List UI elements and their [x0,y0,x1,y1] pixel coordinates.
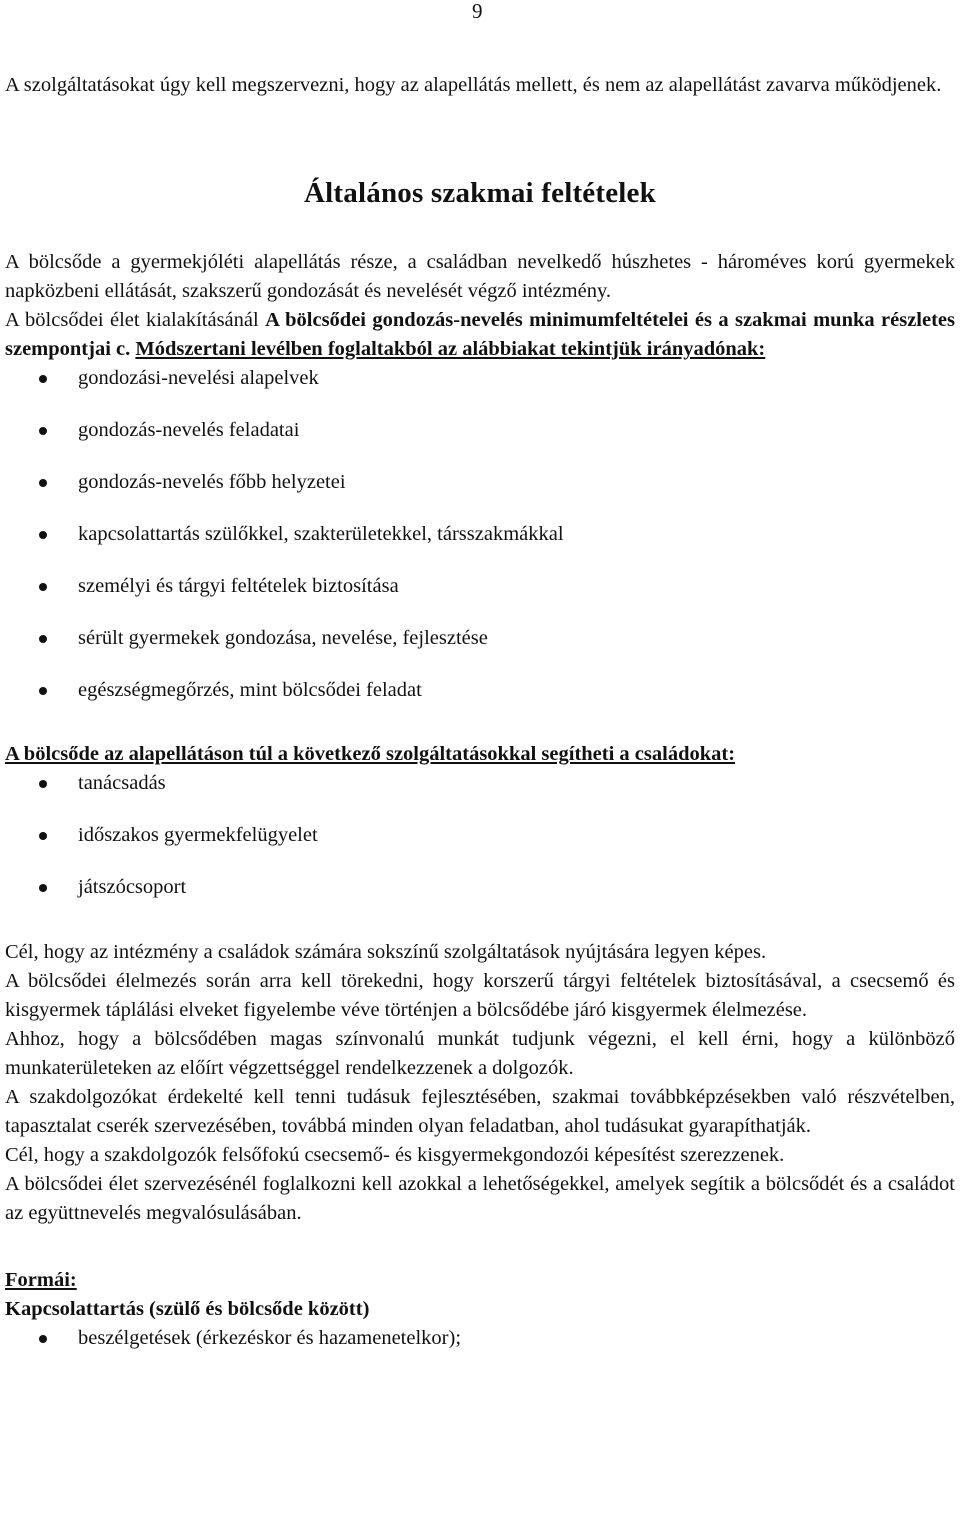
list-item: kapcsolattartás szülőkkel, szakterületekkel, társszakmákkal [5,520,955,572]
guidelines-source: Módszertani levélben foglaltakból az alábbiakat tekintjük irányadónak: [135,338,766,360]
paragraph-definition: A bölcsőde a gyermekjóléti alapellátás része, a családban nevelkedő húszhetes - hároméves korú gyermekek napközbeni ellátását, szakszerű gondozását és nevelését végző intézmény. [5,251,955,302]
list-item: játszócsoport [5,873,955,925]
list-item: egészségmegőrzés, mint bölcsődei feladat [5,676,955,728]
list-item: tanácsadás [5,769,955,821]
paragraph-guidelines [5,306,955,364]
list-item: személyi és tárgyi feltételek biztosítása [5,572,955,624]
contact-heading: Kapcsolattartás (szülő és bölcsőde között) [5,1298,370,1320]
forms-heading: Formái: [5,1269,77,1291]
list-item: gondozási-nevelési alapelvek [5,364,955,416]
list-item: gondozás-nevelés feladatai [5,416,955,468]
paragraph-staff-qualification: Ahhoz, hogy a bölcsődében magas színvonalú munkát tudjunk végezni, el kell érni, hogy a különböző munkaterületeken az előírt végzettséggel rendelkezzenek a dolgozók. [5,1028,955,1079]
document-body [5,71,955,1353]
intro-paragraph: A szolgáltatásokat úgy kell megszervezni, hogy az alapellátás mellett, és nem az alapellátást zavarva működjenek. [5,74,942,96]
list-item: beszélgetések (érkezéskor és hazamenetelkor); [5,1324,955,1353]
services-list [5,769,955,925]
page-number: 9 [472,0,483,23]
paragraph-cooperation: A bölcsődei élet szervezésénél foglalkozni kell azokkal a lehetőségekkel, amelyek segítik a bölcsődét és a családot az együttnevelés megvalósulásában. [5,1173,955,1224]
principles-list [5,364,955,728]
paragraph-goal: Cél, hogy az intézmény a családok számára sokszínű szolgáltatások nyújtására legyen képes. [5,941,767,963]
paragraph-higher-education: Cél, hogy a szakdolgozók felsőfokú csecsemő- és kisgyermekgondozói képesítést szerezzenek. [5,1144,785,1166]
services-heading: A bölcsőde az alapellátáson túl a következő szolgáltatásokkal segítheti a családokat: [5,743,736,765]
list-item: sérült gyermekek gondozása, nevelése, fejlesztése [5,624,955,676]
list-item: gondozás-nevelés főbb helyzetei [5,468,955,520]
paragraph-staff-development: A szakdolgozókat érdekelté kell tenni tudásuk fejlesztésében, szakmai továbbképzésekben való részvételben, tapasztalat cserék szervezésében, továbbá minden olyan feladatban, ahol tudásukat gyarapíthatják. [5,1086,955,1137]
list-item: időszakos gyermekfelügyelet [5,821,955,873]
guidelines-title: A bölcsődei gondozás-nevelés minimumfeltételei és a szakmai munka részletes szempontjai c. [5,309,955,360]
guidelines-prefix: A bölcsődei élet kialakításánál [5,309,266,331]
section-heading: Általános szakmai feltételek [304,177,656,209]
paragraph-catering: A bölcsődei élelmezés során arra kell törekedni, hogy korszerű tárgyi feltételek biztosításával, a csecsemő és kisgyermek táplálási elveket figyelembe véve történjen a bölcsődébe járó kisgyermek élelmezése. [5,970,955,1021]
contact-list [5,1324,955,1353]
